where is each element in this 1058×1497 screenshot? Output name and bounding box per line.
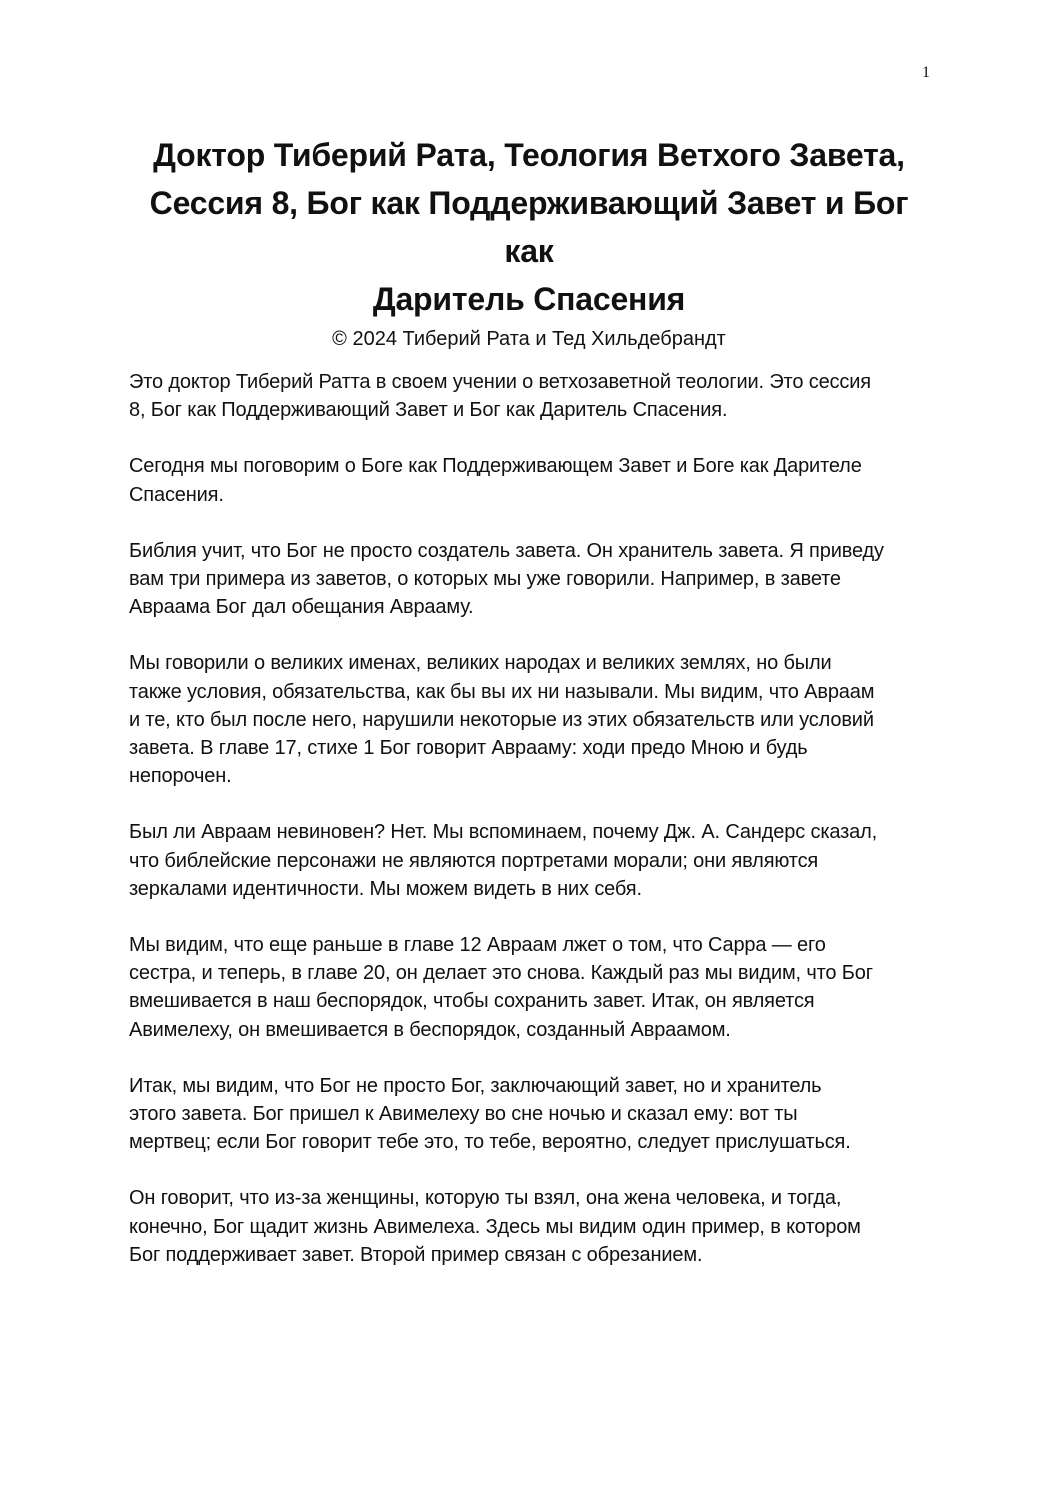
title-line: Доктор Тиберий Рата, Теология Ветхого Завета, [153,137,905,173]
paragraph-line: Библия учит, что Бог не просто создатель завета. Он хранитель завета. Я приведу [129,539,884,562]
paragraph-line: Был ли Авраам невиновен? Нет. Мы вспоминаем, почему Дж. А. Сандерс сказал, [129,821,878,844]
paragraph-line: завета. В главе 17, стихе 1 Бог говорит Аврааму: ходи предо Мною и будь [129,737,808,760]
paragraph-line: этого завета. Бог пришел к Авимелеху во сне ночью и сказал ему: вот ты [129,1103,798,1126]
paragraph-line: Сегодня мы поговорим о Боге как Поддерживающем Завет и Боге как Дарителе [129,455,862,478]
title-line: Даритель Спасения [372,281,686,317]
paragraph-line: Мы говорили о великих именах, великих народах и великих землях, но были [129,652,832,675]
paragraph-line: что библейские персонажи не являются портретами морали; они являются [129,849,819,872]
paragraph-line: мертвец; если Бог говорит тебе это, то тебе, вероятно, следует прислушаться. [129,1131,851,1154]
paragraph-line: непорочен. [129,765,232,788]
document-title-block [100,131,958,354]
paragraph-line: Итак, мы видим, что Бог не просто Бог, заключающий завет, но и хранитель [129,1074,822,1097]
paragraph [129,1072,939,1157]
paragraph [129,818,939,903]
paragraph-line: Мы видим, что еще раньше в главе 12 Авраам лжет о том, что Сарра — его [129,934,826,957]
paragraph-line: также условия, обязательства, как бы вы их ни называли. Мы видим, что Авраам [129,680,875,703]
paragraph [129,649,939,790]
paragraph-line: Авимелеху, он вмешивается в беспорядок, созданный Авраамом. [129,1018,731,1041]
paragraph [129,537,939,622]
paragraph-line: Спасения. [129,483,224,506]
paragraph-line: и те, кто был после него, нарушили некоторые из этих обязательств или условий [129,708,874,731]
title-line: как [504,233,554,269]
paragraph-line: вам три примера из заветов, о которых мы уже говорили. Например, в завете [129,568,841,591]
paragraph [129,368,939,424]
paragraph-line: Это доктор Тиберий Ратта в своем учении о ветхозаветной теологии. Это сессия [129,371,871,393]
copyright-notice: © 2024 Тиберий Рата и Тед Хильдебрандт [332,328,726,350]
page-number: 1 [922,64,930,81]
document-body [129,368,939,1297]
paragraph-line: 8, Бог как Поддерживающий Завет и Бог как Даритель Спасения. [129,399,728,422]
paragraph [129,1184,939,1269]
paragraph [129,452,939,508]
paragraph-line: конечно, Бог щадит жизнь Авимелеха. Здесь мы видим один пример, в котором [129,1215,861,1238]
paragraph-line: Он говорит, что из-за женщины, которую ты взял, она жена человека, и тогда, [129,1187,842,1210]
paragraph-line: зеркалами идентичности. Мы можем видеть в них себя. [129,877,642,900]
paragraph-line: Бог поддерживает завет. Второй пример связан с обрезанием. [129,1243,703,1266]
paragraph [129,931,939,1044]
title-line: Сессия 8, Бог как Поддерживающий Завет и Бог [149,185,909,221]
paragraph-line: сестра, и теперь, в главе 20, он делает это снова. Каждый раз мы видим, что Бог [129,962,873,985]
paragraph-line: Авраама Бог дал обещания Аврааму. [129,596,474,619]
paragraph-line: вмешивается в наш беспорядок, чтобы сохранить завет. Итак, он является [129,990,815,1013]
